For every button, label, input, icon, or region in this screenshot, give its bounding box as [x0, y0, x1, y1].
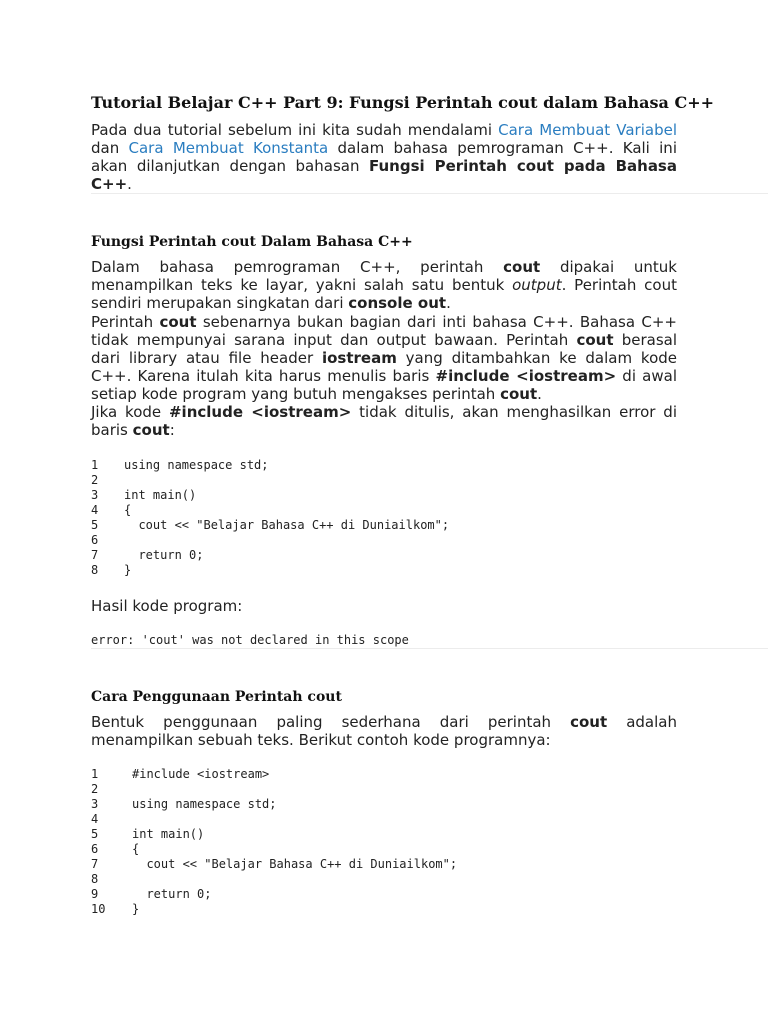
- line-number: 10: [91, 902, 106, 916]
- code-block-1: [91, 458, 450, 578]
- line-number: 7: [91, 548, 99, 562]
- intro-text: dan: [91, 139, 129, 157]
- intro-paragraph: [91, 121, 677, 193]
- code-block-2: [91, 767, 458, 917]
- intro-text: dalam bahasa pemrograman C++. Kali ini akan dilanjutkan dengan bahasan: [91, 139, 677, 175]
- line-number: 4: [91, 503, 99, 517]
- code-line: [91, 473, 124, 488]
- code-line: [91, 872, 105, 887]
- code-line: [91, 458, 269, 473]
- line-number: 8: [91, 563, 99, 577]
- text: :: [169, 421, 175, 439]
- text: yang ditambahkan ke dalam kode C++. Karena itulah kita harus menulis baris: [91, 349, 677, 385]
- line-number: 3: [91, 797, 99, 811]
- code-text: }: [124, 563, 132, 577]
- bold-text: cout: [570, 713, 608, 731]
- code-line: [91, 797, 277, 812]
- code-text: #include <iostream>: [132, 767, 270, 781]
- code-text: return 0;: [124, 548, 204, 562]
- bold-text: #include <iostream>: [435, 367, 617, 385]
- text: .: [537, 385, 542, 403]
- bold-text: cout: [159, 313, 197, 331]
- section2-paragraph-1: [91, 713, 677, 749]
- text: Jika kode: [91, 403, 169, 421]
- link-cara-membuat-variabel[interactable]: Cara Membuat Variabel: [498, 121, 677, 139]
- code-line: [91, 488, 197, 503]
- line-number: 8: [91, 872, 99, 886]
- line-number: 2: [91, 782, 99, 796]
- text: dipakai untuk menampilkan teks ke layar, yakni salah satu bentuk: [91, 258, 677, 294]
- line-number: 6: [91, 842, 99, 856]
- section1-heading: Fungsi Perintah cout Dalam Bahasa C++: [91, 234, 413, 250]
- code-text: {: [132, 842, 140, 856]
- text: tidak ditulis, akan menghasilkan error di baris: [91, 403, 677, 439]
- section1-paragraph-1: [91, 258, 677, 312]
- code-line: [91, 842, 140, 857]
- code-line: [91, 533, 124, 548]
- line-number: 1: [91, 458, 99, 472]
- bold-text: iostream: [321, 349, 397, 367]
- line-number: 1: [91, 767, 99, 781]
- code-text: int main(): [124, 488, 197, 502]
- intro-bold-topic: Fungsi Perintah cout pada Bahasa C++: [91, 157, 677, 193]
- code-text: {: [124, 503, 132, 517]
- text: adalah menampilkan sebuah teks. Berikut contoh kode programnya:: [91, 713, 677, 749]
- code-text: cout << "Belajar Bahasa C++ di Duniailkom";: [132, 857, 458, 871]
- code-text: int main(): [132, 827, 205, 841]
- bold-text: console out: [348, 294, 447, 312]
- code-line: [91, 782, 105, 797]
- text: Bentuk penggunaan paling sederhana dari perintah: [91, 713, 571, 731]
- code-text: }: [132, 902, 140, 916]
- bold-text: #include <iostream>: [168, 403, 352, 421]
- text: di awal setiap kode program yang butuh mengakses perintah: [91, 367, 677, 403]
- code-line: [91, 518, 450, 533]
- section1-paragraph-3: [91, 403, 677, 439]
- text: .: [446, 294, 451, 312]
- divider: [91, 648, 768, 649]
- code-text: return 0;: [132, 887, 212, 901]
- bold-text: cout: [132, 421, 170, 439]
- line-number: 6: [91, 533, 99, 547]
- bold-text: cout: [503, 258, 541, 276]
- line-number: 4: [91, 812, 99, 826]
- code-line: [91, 548, 204, 563]
- result-output: error: 'cout' was not declared in this scope: [91, 633, 409, 647]
- link-cara-membuat-konstanta[interactable]: Cara Membuat Konstanta: [128, 139, 329, 157]
- section1-paragraph-2: [91, 313, 677, 403]
- intro-text: .: [127, 175, 132, 193]
- code-text: using namespace std;: [124, 458, 269, 472]
- code-line: [91, 827, 205, 842]
- code-line: [91, 767, 270, 782]
- line-number: 9: [91, 887, 99, 901]
- code-line: [91, 902, 140, 917]
- text: Dalam bahasa pemrograman C++, perintah: [91, 258, 504, 276]
- italic-text: output: [512, 276, 562, 294]
- text: sebenarnya bukan bagian dari inti bahasa C++. Bahasa C++ tidak mempunyai sarana input dan output bawaan. Perintah: [91, 313, 677, 349]
- section2-heading: Cara Penggunaan Perintah cout: [91, 689, 342, 705]
- code-text: using namespace std;: [132, 797, 277, 811]
- page-title: Tutorial Belajar C++ Part 9: Fungsi Perintah cout dalam Bahasa C++: [91, 93, 715, 112]
- result-label: Hasil kode program:: [91, 597, 243, 615]
- line-number: 2: [91, 473, 99, 487]
- text: . Perintah cout sendiri merupakan singkatan dari: [91, 276, 677, 312]
- divider: [91, 193, 768, 194]
- line-number: 3: [91, 488, 99, 502]
- code-line: [91, 857, 458, 872]
- text: Perintah: [91, 313, 160, 331]
- text: berasal dari library atau file header: [91, 331, 677, 367]
- code-line: [91, 563, 132, 578]
- code-line: [91, 503, 132, 518]
- code-text: cout << "Belajar Bahasa C++ di Duniailkom";: [124, 518, 450, 532]
- bold-text: cout: [500, 385, 538, 403]
- code-line: [91, 887, 212, 902]
- line-number: 7: [91, 857, 99, 871]
- line-number: 5: [91, 827, 99, 841]
- line-number: 5: [91, 518, 99, 532]
- bold-text: cout: [576, 331, 614, 349]
- intro-text: Pada dua tutorial sebelum ini kita sudah mendalami: [91, 121, 499, 139]
- code-line: [91, 812, 105, 827]
